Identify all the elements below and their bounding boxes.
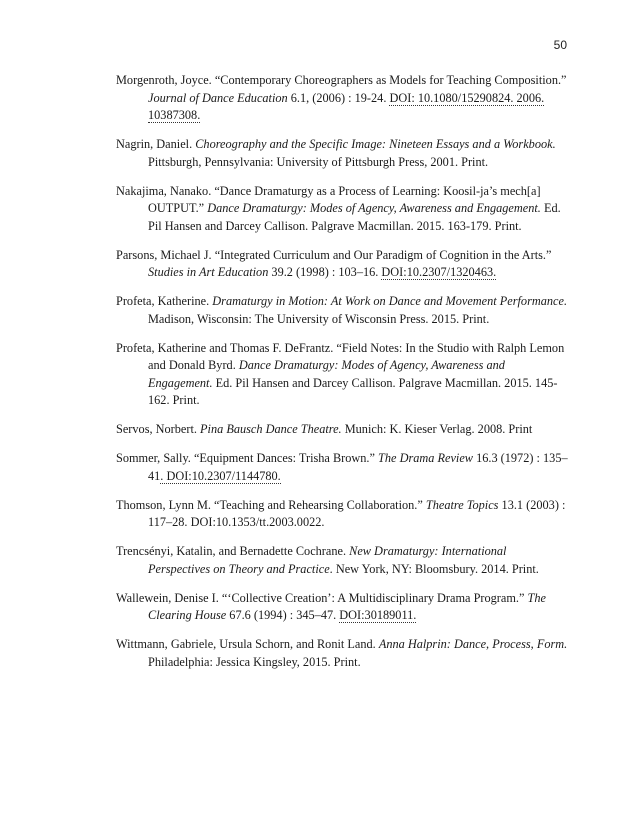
reference-text: Nagrin, Daniel. [116, 137, 196, 151]
reference-text: Ed. Pil Hansen and Darcey Callison. Palgrave Macmillan. 2015. 163-179. Print. [148, 201, 561, 233]
reference-text: 6.1, (2006) : 19-24. [287, 90, 390, 105]
reference-text: Profeta, Katherine and Thomas F. DeFrantz. “Field Notes: In the Studio with Ralph Lemon and Donald Byrd. [116, 340, 565, 372]
reference-doi: DOI: 10.1080/15290824. 2006. 10387308. [148, 90, 545, 122]
reference-title: Studies in Art Education [148, 265, 269, 279]
reference-title: Dance Dramaturgy: Modes of Agency, Awareness and Engagement. [148, 358, 505, 390]
reference-text: Pittsburgh, Pennsylvania: University of Pittsburgh Press, 2001. Print. [148, 154, 489, 169]
reference-text: Munich: K. Kieser Verlag. 2008. Print [341, 422, 533, 436]
reference-entry [116, 421, 571, 439]
reference-entry [116, 340, 571, 410]
page-number: 50 [553, 38, 567, 52]
reference-title: Pina Bausch Dance Theatre. [200, 422, 342, 436]
reference-entry [116, 590, 571, 625]
reference-entry [116, 636, 571, 671]
reference-text: Ed. Pil Hansen and Darcey Callison. Palgrave Macmillan. 2015. 145-162. Print. [148, 375, 558, 407]
reference-text: Parsons, Michael J. “Integrated Curriculum and Our Paradigm of Cognition in the Arts.” [116, 247, 552, 262]
reference-text: Madison, Wisconsin: The University of Wisconsin Press. 2015. Print. [148, 311, 490, 326]
reference-text: 16.3 (1972) : 135–41 [148, 451, 568, 483]
reference-entry [116, 543, 571, 578]
reference-doi: . DOI:10.2307/1144780. [160, 468, 281, 483]
reference-text: Wittmann, Gabriele, Ursula Schorn, and Ronit Land. [116, 637, 379, 651]
reference-entry [116, 293, 571, 328]
reference-text: 39.2 (1998) : 103–16. [268, 265, 382, 279]
reference-list [116, 72, 571, 683]
reference-text: Philadelphia: Jessica Kingsley, 2015. Print. [148, 654, 361, 669]
reference-text: Thomson, Lynn M. “Teaching and Rehearsing Collaboration.” [116, 497, 426, 512]
reference-doi: DOI:30189011. [339, 608, 417, 622]
reference-title: Journal of Dance Education [148, 90, 288, 105]
reference-text: Nakajima, Nanako. “Dance Dramaturgy as a Process of Learning: Koosil-ja’s mech[a] OUTPUT.” [116, 183, 541, 215]
reference-text: Servos, Norbert. [116, 422, 201, 436]
reference-text: Trencsényi, Katalin, and Bernadette Cochrane. [116, 544, 350, 558]
reference-title: Choreography and the Specific Image: Nineteen Essays and a Workbook. [195, 137, 556, 151]
reference-text: Profeta, Katherine. [116, 294, 213, 308]
reference-title: Dramaturgy in Motion: At Work on Dance and Movement Performance. [212, 294, 568, 308]
reference-doi: DOI:10.2307/1320463. [381, 265, 497, 279]
reference-entry [116, 247, 571, 282]
reference-text: Morgenroth, Joyce. “Contemporary Choreographers as Models for Teaching Composition.” [116, 73, 567, 87]
reference-entry [116, 72, 571, 125]
reference-title: The Clearing House [148, 590, 546, 622]
reference-title: The Drama Review [378, 451, 473, 465]
reference-entry [116, 450, 571, 485]
reference-text: Sommer, Sally. “Equipment Dances: Trisha Brown.” [116, 451, 379, 465]
reference-title: Dance Dramaturgy: Modes of Agency, Awareness and Engagement. [207, 201, 541, 215]
reference-entry [116, 183, 571, 236]
reference-entry [116, 136, 571, 171]
reference-text: Wallewein, Denise I. “‘Collective Creation’: A Multidisciplinary Drama Program.” [116, 590, 528, 605]
reference-title: Anna Halprin: Dance, Process, Form. [378, 637, 568, 651]
reference-title: Theatre Topics [425, 497, 499, 512]
reference-title: New Dramaturgy: International Perspectives on Theory and Practice [148, 544, 507, 576]
reference-text: 13.1 (2003) : 117–28. DOI:10.1353/tt.2003.0022. [148, 497, 566, 529]
reference-text: . New York, NY: Bloomsbury. 2014. Print. [329, 561, 539, 576]
reference-text: 67.6 (1994) : 345–47. [226, 608, 340, 622]
reference-entry [116, 497, 571, 532]
